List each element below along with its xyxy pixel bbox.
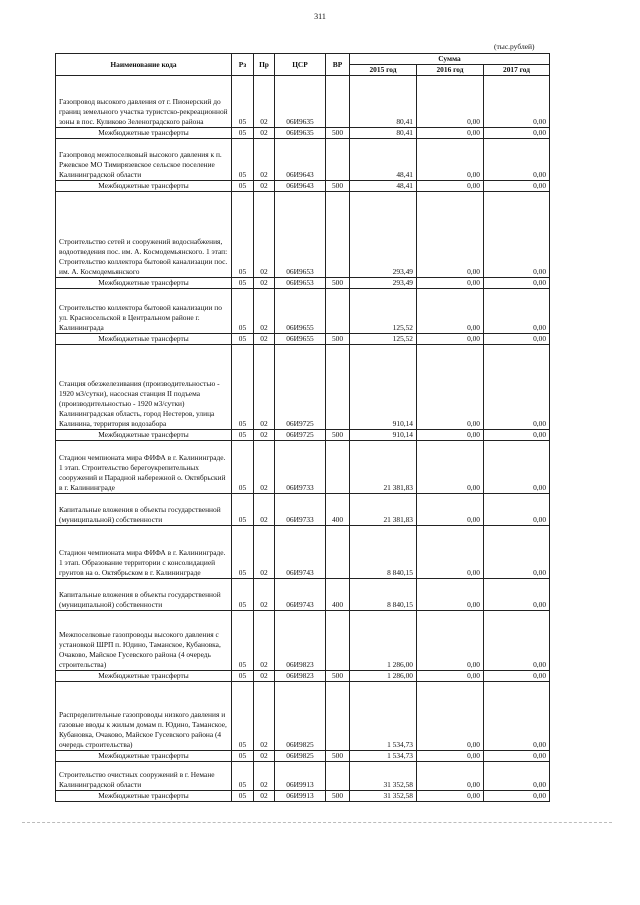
header-vr: ВР: [326, 54, 350, 76]
table-row: [56, 611, 550, 671]
cell-y2016: 0,00: [417, 791, 484, 802]
cell-rz: 05: [232, 289, 254, 334]
cell-vr: 400: [326, 494, 350, 526]
cell-y2017: 0,00: [484, 278, 550, 289]
table-body: [56, 76, 550, 802]
cell-y2015: 8 840,15: [350, 579, 417, 611]
cell-y2016: 0,00: [417, 334, 484, 345]
cell-name: Межбюджетные трансферты: [56, 791, 232, 802]
cell-rz: 05: [232, 76, 254, 128]
cell-rz: 05: [232, 128, 254, 139]
cell-vr: [326, 762, 350, 791]
cell-rz: 05: [232, 441, 254, 494]
cell-csr: 06И9743: [275, 526, 326, 579]
cell-y2015: 31 352,58: [350, 762, 417, 791]
cell-pr: 02: [254, 494, 275, 526]
cell-rz: 05: [232, 192, 254, 278]
scan-dash-line: [22, 822, 612, 823]
cell-y2016: 0,00: [417, 139, 484, 181]
table-row: [56, 526, 550, 579]
cell-name: Межбюджетные трансферты: [56, 751, 232, 762]
cell-y2016: 0,00: [417, 430, 484, 441]
cell-name: Станция обезжелезивания (производительностью - 1920 м3/сутки), насосная станция II подъема (производительностью - 1920 м3/сутки) Калининградская область, город Нестеров, улица Калинина, территория водозабора: [56, 345, 232, 430]
cell-pr: 02: [254, 278, 275, 289]
cell-pr: 02: [254, 289, 275, 334]
cell-y2017: 0,00: [484, 611, 550, 671]
cell-y2017: 0,00: [484, 430, 550, 441]
cell-name: Распределительные газопроводы низкого давления и газовые вводы к жилым домам п. Юдино, Таманское, Кубановка, Очаково, Майское Гусевского района (4 очередь строительства): [56, 682, 232, 751]
cell-rz: 05: [232, 430, 254, 441]
cell-y2015: 21 381,83: [350, 441, 417, 494]
cell-csr: 06И9653: [275, 192, 326, 278]
header-sum: Сумма: [350, 54, 550, 65]
cell-y2015: 48,41: [350, 139, 417, 181]
cell-pr: 02: [254, 139, 275, 181]
cell-pr: 02: [254, 76, 275, 128]
cell-pr: 02: [254, 181, 275, 192]
cell-csr: 06И9823: [275, 611, 326, 671]
cell-y2015: 1 534,73: [350, 682, 417, 751]
cell-csr: 06И9725: [275, 345, 326, 430]
cell-y2015: 1 286,00: [350, 671, 417, 682]
cell-csr: 06И9733: [275, 494, 326, 526]
cell-pr: 02: [254, 441, 275, 494]
cell-y2016: 0,00: [417, 526, 484, 579]
table-row: [56, 791, 550, 802]
cell-y2017: 0,00: [484, 139, 550, 181]
cell-pr: 02: [254, 334, 275, 345]
header-2017: 2017 год: [484, 65, 550, 76]
cell-y2017: 0,00: [484, 441, 550, 494]
budget-table: [55, 53, 550, 802]
cell-rz: 05: [232, 791, 254, 802]
cell-pr: 02: [254, 526, 275, 579]
cell-y2015: 910,14: [350, 345, 417, 430]
cell-name: Капитальные вложения в объекты государственной (муниципальной) собственности: [56, 494, 232, 526]
cell-y2017: 0,00: [484, 289, 550, 334]
cell-pr: 02: [254, 611, 275, 671]
table-row: [56, 671, 550, 682]
cell-rz: 05: [232, 345, 254, 430]
cell-name: Стадион чемпионата мира ФИФА в г. Калининграде. 1 этап. Строительство берегоукрепительных сооружений и Парадной набережной о. Октябрьский в г. Калининграде: [56, 441, 232, 494]
cell-y2017: 0,00: [484, 494, 550, 526]
cell-csr: 06И9823: [275, 671, 326, 682]
table-row: [56, 192, 550, 278]
cell-pr: 02: [254, 751, 275, 762]
cell-vr: [326, 682, 350, 751]
cell-vr: [326, 345, 350, 430]
cell-y2017: 0,00: [484, 762, 550, 791]
cell-csr: 06И9913: [275, 791, 326, 802]
cell-y2017: 0,00: [484, 751, 550, 762]
cell-name: Межпоселковые газопроводы высокого давления с установкой ШРП п. Юдино, Таманское, Кубановка, Очаково, Майское Гусевского района (4 очередь строительства): [56, 611, 232, 671]
table-row: [56, 278, 550, 289]
cell-pr: 02: [254, 682, 275, 751]
cell-y2015: 31 352,58: [350, 791, 417, 802]
cell-csr: 06И9643: [275, 139, 326, 181]
cell-vr: 500: [326, 278, 350, 289]
cell-name: Межбюджетные трансферты: [56, 430, 232, 441]
cell-rz: 05: [232, 526, 254, 579]
cell-y2017: 0,00: [484, 76, 550, 128]
cell-y2016: 0,00: [417, 289, 484, 334]
cell-y2016: 0,00: [417, 192, 484, 278]
cell-vr: 500: [326, 128, 350, 139]
cell-csr: 06И9743: [275, 579, 326, 611]
table-row: [56, 334, 550, 345]
cell-y2016: 0,00: [417, 76, 484, 128]
cell-y2017: 0,00: [484, 181, 550, 192]
cell-pr: 02: [254, 345, 275, 430]
cell-rz: 05: [232, 579, 254, 611]
cell-y2015: 48,41: [350, 181, 417, 192]
cell-y2015: 293,49: [350, 278, 417, 289]
cell-y2015: 125,52: [350, 289, 417, 334]
cell-pr: 02: [254, 762, 275, 791]
cell-name: Газопровод межпоселковый высокого давления к п. Ржевское МО Тимирязевское сельское поселение Калининградской области: [56, 139, 232, 181]
cell-y2016: 0,00: [417, 671, 484, 682]
header-pr: Пр: [254, 54, 275, 76]
table-row: [56, 751, 550, 762]
cell-y2017: 0,00: [484, 526, 550, 579]
cell-csr: 06И9825: [275, 751, 326, 762]
cell-rz: 05: [232, 334, 254, 345]
cell-y2016: 0,00: [417, 441, 484, 494]
cell-vr: 400: [326, 579, 350, 611]
cell-name: Стадион чемпионата мира ФИФА в г. Калининграде. 1 этап. Образование территории с консолидацией грунтов на о. Октябрьском в г. Калининграде: [56, 526, 232, 579]
cell-y2016: 0,00: [417, 278, 484, 289]
cell-csr: 06И9655: [275, 334, 326, 345]
cell-y2017: 0,00: [484, 791, 550, 802]
cell-rz: 05: [232, 751, 254, 762]
cell-name: Межбюджетные трансферты: [56, 671, 232, 682]
cell-name: Строительство коллектора бытовой канализации по ул. Красносельской в Центральном районе г. Калининграда: [56, 289, 232, 334]
cell-vr: [326, 526, 350, 579]
cell-y2016: 0,00: [417, 751, 484, 762]
cell-csr: 06И9635: [275, 128, 326, 139]
page-number: 311: [314, 12, 326, 21]
header-rz: Рз: [232, 54, 254, 76]
cell-y2016: 0,00: [417, 494, 484, 526]
cell-y2017: 0,00: [484, 345, 550, 430]
cell-y2017: 0,00: [484, 671, 550, 682]
cell-rz: 05: [232, 181, 254, 192]
table-row: [56, 345, 550, 430]
cell-vr: 500: [326, 751, 350, 762]
cell-y2015: 1 534,73: [350, 751, 417, 762]
table-row: [56, 139, 550, 181]
cell-name: Строительство сетей и сооружений водоснабжения, водоотведения пос. им. А. Космодемьянского. 1 этап: Строительство коллектора бытовой канализации пос. им. А. Космодемьянского: [56, 192, 232, 278]
cell-name: Газопровод высокого давления от г. Пионерский до границ земельного участка туристско-рекреационной зоны в пос. Куликово Зеленоградского района: [56, 76, 232, 128]
cell-name: Межбюджетные трансферты: [56, 181, 232, 192]
table-row: [56, 289, 550, 334]
cell-pr: 02: [254, 192, 275, 278]
cell-y2015: 8 840,15: [350, 526, 417, 579]
table-row: [56, 762, 550, 791]
cell-vr: 500: [326, 791, 350, 802]
cell-vr: 500: [326, 430, 350, 441]
cell-csr: 06И9655: [275, 289, 326, 334]
cell-y2017: 0,00: [484, 334, 550, 345]
cell-csr: 06И9733: [275, 441, 326, 494]
cell-pr: 02: [254, 579, 275, 611]
cell-y2016: 0,00: [417, 762, 484, 791]
cell-name: Межбюджетные трансферты: [56, 334, 232, 345]
cell-y2016: 0,00: [417, 181, 484, 192]
cell-csr: 06И9635: [275, 76, 326, 128]
cell-y2016: 0,00: [417, 611, 484, 671]
cell-rz: 05: [232, 762, 254, 791]
cell-y2017: 0,00: [484, 128, 550, 139]
cell-y2015: 21 381,83: [350, 494, 417, 526]
table-row: [56, 128, 550, 139]
cell-name: Капитальные вложения в объекты государственной (муниципальной) собственности: [56, 579, 232, 611]
table-row: [56, 682, 550, 751]
cell-y2016: 0,00: [417, 128, 484, 139]
cell-rz: 05: [232, 671, 254, 682]
table-row: [56, 441, 550, 494]
cell-y2015: 125,52: [350, 334, 417, 345]
cell-vr: 500: [326, 671, 350, 682]
cell-y2017: 0,00: [484, 682, 550, 751]
table-row: [56, 181, 550, 192]
cell-y2017: 0,00: [484, 579, 550, 611]
cell-pr: 02: [254, 430, 275, 441]
cell-rz: 05: [232, 139, 254, 181]
cell-y2015: 80,41: [350, 128, 417, 139]
header-2015: 2015 год: [350, 65, 417, 76]
cell-y2015: 1 286,00: [350, 611, 417, 671]
cell-csr: 06И9643: [275, 181, 326, 192]
cell-csr: 06И9825: [275, 682, 326, 751]
cell-vr: [326, 76, 350, 128]
cell-rz: 05: [232, 611, 254, 671]
cell-rz: 05: [232, 682, 254, 751]
cell-csr: 06И9725: [275, 430, 326, 441]
table-row: [56, 579, 550, 611]
cell-y2016: 0,00: [417, 682, 484, 751]
cell-vr: [326, 611, 350, 671]
cell-vr: 500: [326, 181, 350, 192]
table-row: [56, 494, 550, 526]
cell-rz: 05: [232, 494, 254, 526]
cell-y2015: 910,14: [350, 430, 417, 441]
cell-pr: 02: [254, 791, 275, 802]
cell-rz: 05: [232, 278, 254, 289]
units-label: (тыс.рублей): [494, 42, 535, 51]
header-2016: 2016 год: [417, 65, 484, 76]
cell-y2015: 293,49: [350, 192, 417, 278]
cell-vr: [326, 192, 350, 278]
cell-csr: 06И9653: [275, 278, 326, 289]
header-name: Наименование кода: [56, 54, 232, 76]
cell-name: Межбюджетные трансферты: [56, 278, 232, 289]
cell-y2017: 0,00: [484, 192, 550, 278]
cell-vr: [326, 441, 350, 494]
cell-name: Межбюджетные трансферты: [56, 128, 232, 139]
cell-y2015: 80,41: [350, 76, 417, 128]
cell-vr: 500: [326, 334, 350, 345]
table-row: [56, 430, 550, 441]
header-csr: ЦСР: [275, 54, 326, 76]
cell-vr: [326, 289, 350, 334]
cell-y2016: 0,00: [417, 579, 484, 611]
cell-csr: 06И9913: [275, 762, 326, 791]
cell-pr: 02: [254, 128, 275, 139]
cell-name: Строительство очистных сооружений в г. Немане Калининградской области: [56, 762, 232, 791]
cell-vr: [326, 139, 350, 181]
cell-pr: 02: [254, 671, 275, 682]
table-row: [56, 76, 550, 128]
cell-y2016: 0,00: [417, 345, 484, 430]
